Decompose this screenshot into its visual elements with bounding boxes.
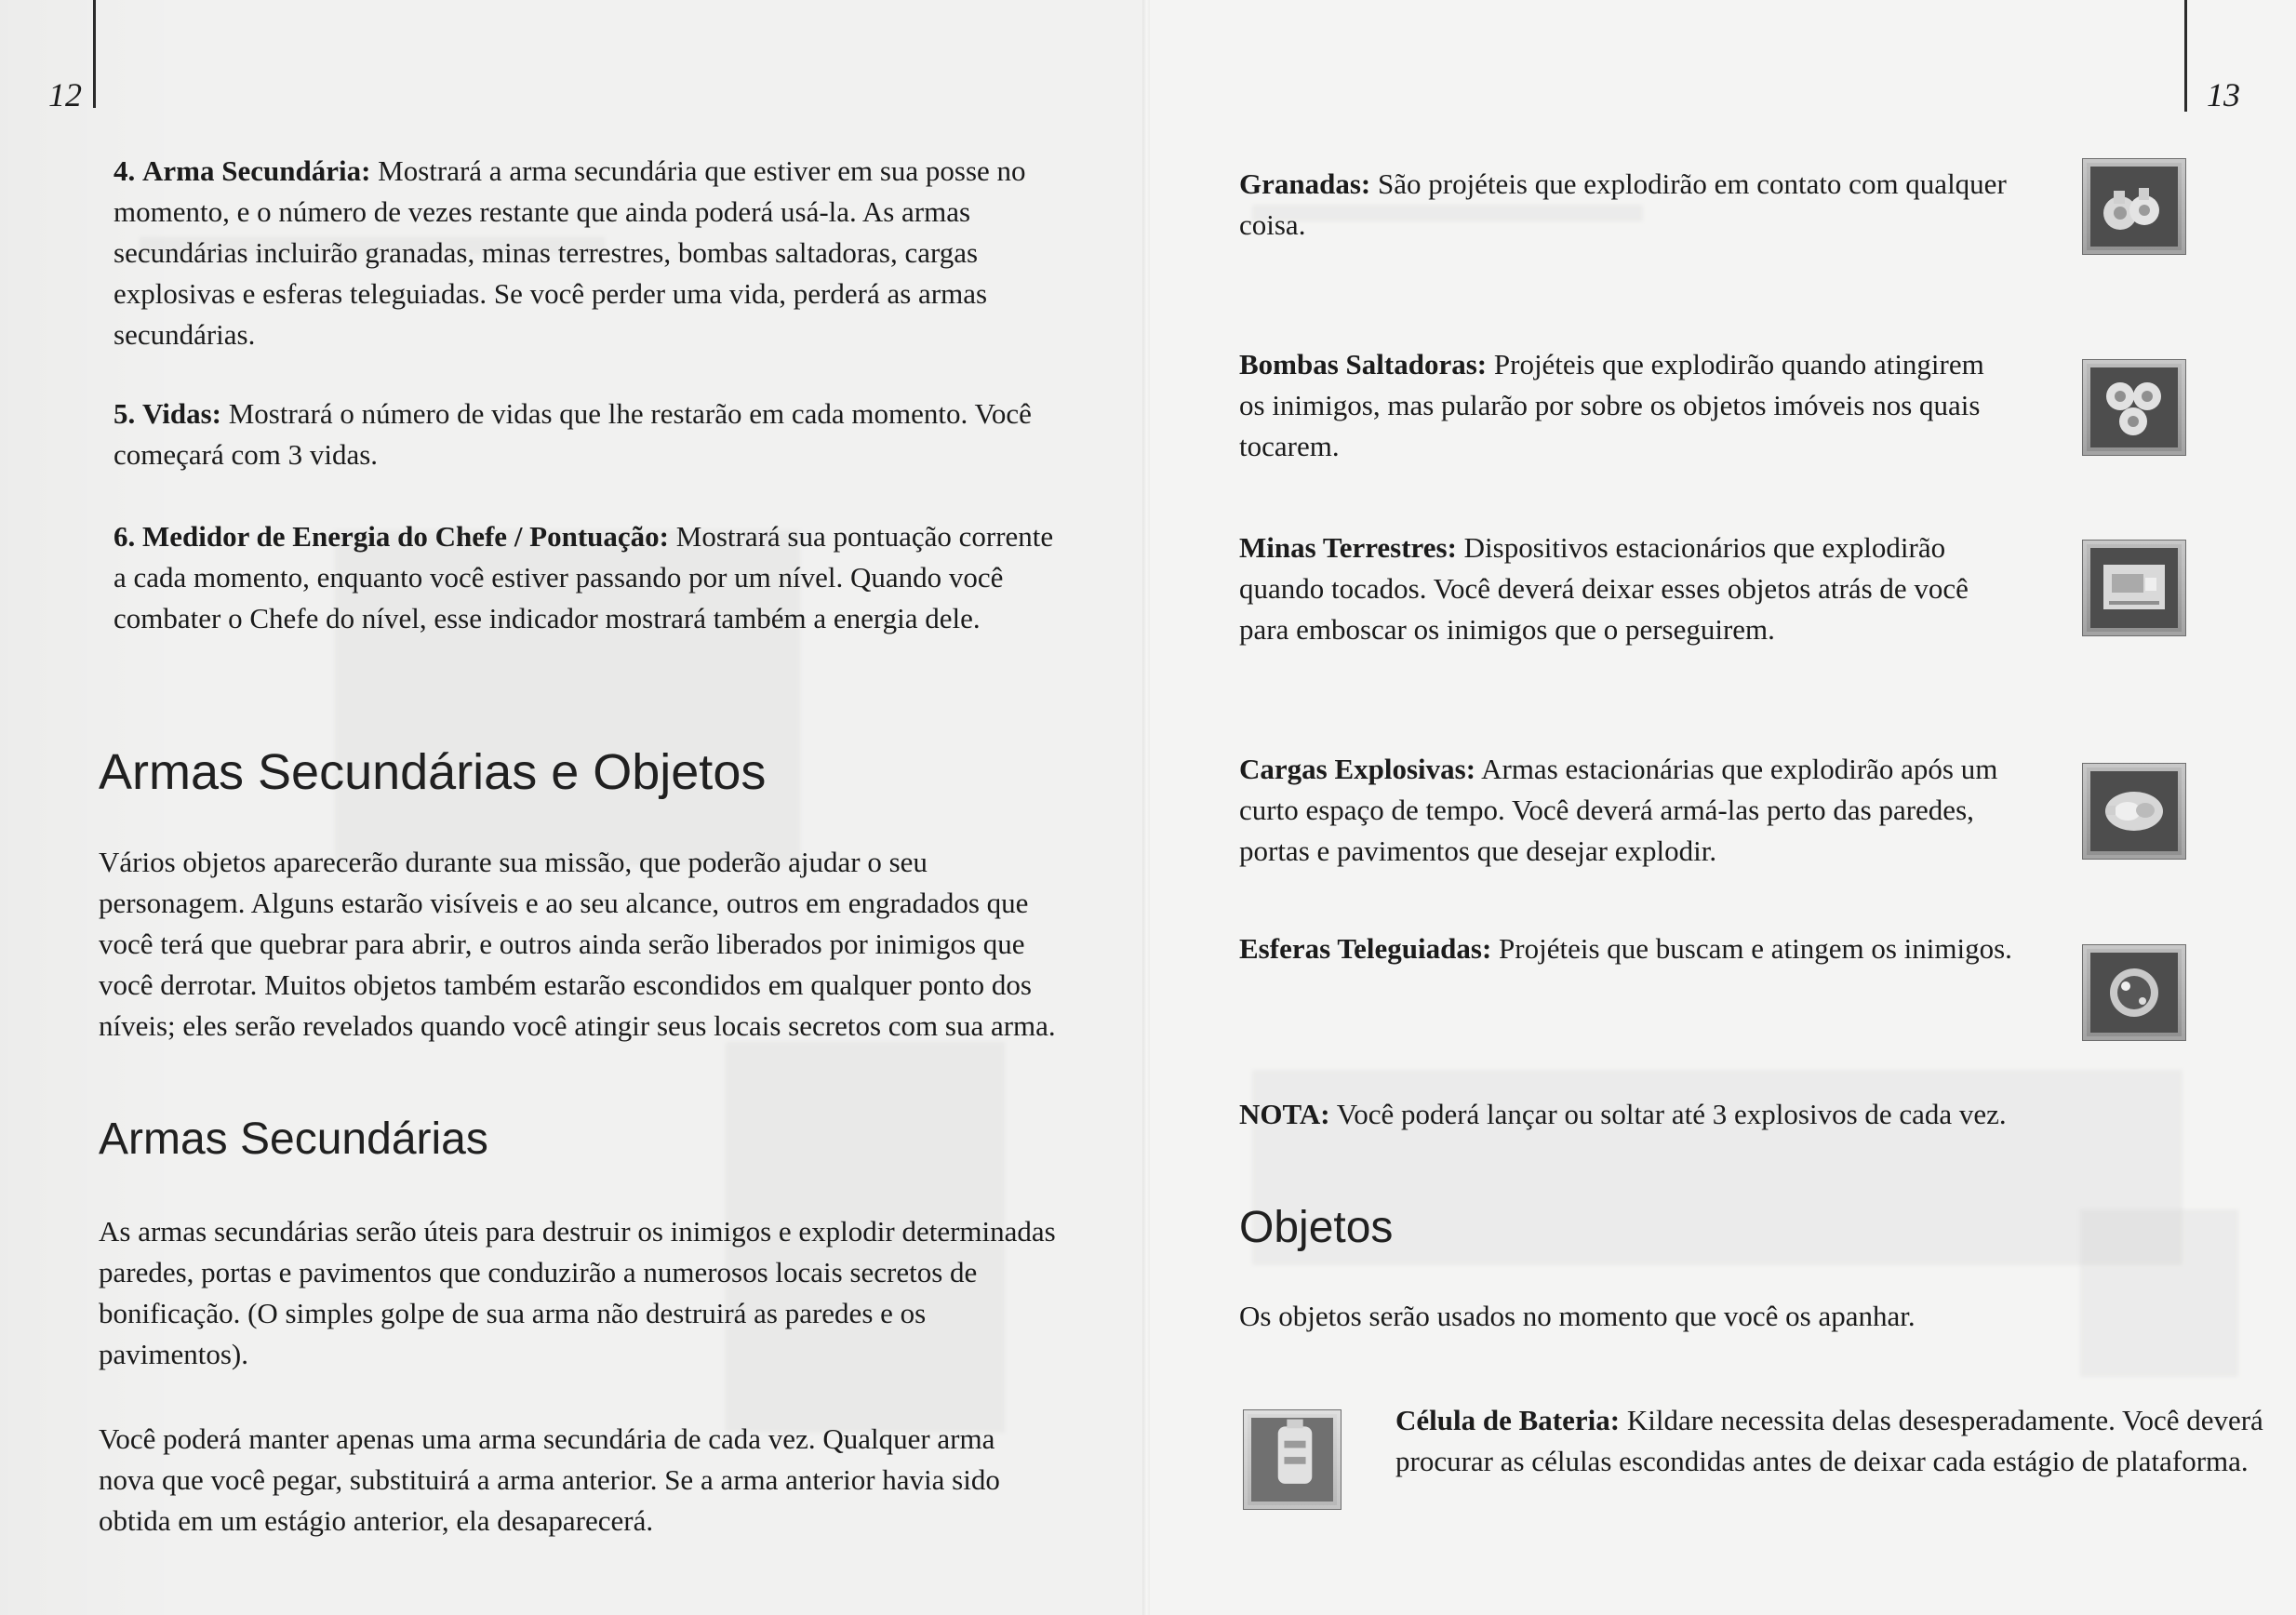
left-page	[0, 0, 1144, 1615]
weapon-text: Armas estacionárias que explodirão após um curto espaço de tempo. Você deverá armá-las perto das paredes, portas e pavimentos que desejar explodir.	[1239, 753, 1998, 867]
item-text: Mostrará o número de vidas que lhe restarão em cada momento. Você começará com 3 vidas.	[113, 397, 1032, 471]
objects-heading: Objetos	[1239, 1203, 1394, 1252]
weapon-title: Minas Terrestres:	[1239, 531, 1457, 564]
battery-cell-icon	[1243, 1409, 1342, 1510]
item-number: 4.	[113, 154, 136, 187]
section-paragraph: Vários objetos aparecerão durante sua missão, que poderão ajudar o seu personagem. Alguns estarão visíveis e ao seu alcance, outros em engradados que você terá que quebrar para abrir, e outros ainda serão liberados por inimigos que você derrotar. Muitos objetos também estarão escondidos em qualquer ponto dos níveis; eles serão revelados quando você atingir seus locais secretos com sua arma.	[99, 846, 1056, 1042]
weapon-homing-spheres	[1239, 928, 2017, 969]
explosive-charge-icon	[2083, 764, 2185, 859]
subheading: Armas Secundárias	[99, 1114, 488, 1164]
grenade-icon	[2082, 158, 2186, 255]
note-paragraph	[1239, 1094, 2274, 1135]
item-title: Arma Secundária:	[142, 154, 371, 187]
item-number: 6.	[113, 520, 136, 553]
show-through-icon	[2080, 1209, 2238, 1377]
trim-mark-right	[2184, 0, 2187, 112]
weapon-title: Esferas Teleguiadas:	[1239, 932, 1492, 965]
weapon-text: Dispositivos estacionários que explodirão quando tocados. Você deverá deixar esses objetos atrás de você para emboscar os inimigos que o perseguirem.	[1239, 531, 1969, 646]
item-secondary-weapon	[113, 151, 1057, 355]
homing-sphere-icon	[2083, 945, 2185, 1040]
weapon-text: Projéteis que buscam e atingem os inimigos.	[1499, 932, 2012, 965]
subsection-paragraph-2: Você poderá manter apenas uma arma secundária de cada vez. Qualquer arma nova que você pegar, substituirá a arma anterior. Se a arma anterior havia sido obtida em um estágio anterior, ela desaparecerá.	[99, 1422, 1000, 1537]
land-mine-icon	[2082, 540, 2186, 636]
weapon-land-mines	[1239, 527, 2017, 650]
item-boss-energy-score	[113, 516, 1057, 639]
explosive-charge-icon	[2082, 763, 2186, 860]
weapon-text: Projéteis que explodirão quando atingirem os inimigos, mas pularão por sobre os objetos imóveis nos quais tocarem.	[1239, 348, 1984, 462]
note-label: NOTA:	[1239, 1098, 1330, 1130]
battery-title: Célula de Bateria:	[1395, 1404, 1621, 1436]
land-mine-icon	[2083, 541, 2185, 635]
weapon-title: Bombas Saltadoras:	[1239, 348, 1488, 380]
grenade-icon	[2083, 159, 2185, 254]
section-heading: Armas Secundárias e Objetos	[99, 744, 767, 800]
objects-intro: Os objetos serão usados no momento que você os apanhar.	[1239, 1300, 1916, 1332]
item-number: 5.	[113, 397, 136, 430]
trim-mark-left	[93, 0, 96, 108]
weapon-text: São projéteis que explodirão em contato com qualquer coisa.	[1239, 167, 2007, 241]
homing-sphere-icon	[2082, 944, 2186, 1041]
subsection-paragraph-1: As armas secundárias serão úteis para destruir os inimigos e explodir determinadas paredes, portas e pavimentos que conduzirão a numerosos locais secretos de bonificação. (O simples golpe de sua arma não destruirá as paredes e os pavimentos).	[99, 1215, 1056, 1370]
page-number-right: 13	[2207, 76, 2240, 113]
item-title: Medidor de Energia do Chefe / Pontuação:	[142, 520, 670, 553]
weapon-bouncing-bombs	[1239, 344, 2017, 467]
battery-paragraph	[1395, 1400, 2274, 1482]
item-lives	[113, 394, 1057, 475]
battery-text: Kildare necessita delas desesperadamente. Você deverá procurar as células escondidas antes de deixar cada estágio de plataforma.	[1395, 1404, 2263, 1477]
right-page	[1150, 0, 2296, 1615]
weapon-title: Granadas:	[1239, 167, 1371, 200]
page-number-left: 12	[48, 76, 82, 113]
item-text: Mostrará sua pontuação corrente a cada momento, enquanto você estiver passando por um nível. Quando você combater o Chefe do nível, esse indicador mostrará também a energia dele.	[113, 520, 1054, 634]
bouncing-bomb-icon	[2083, 360, 2185, 455]
weapon-grenades	[1239, 164, 2017, 246]
weapon-explosive-charges	[1239, 749, 2017, 872]
item-title: Vidas:	[142, 397, 221, 430]
note-text: Você poderá lançar ou soltar até 3 explosivos de cada vez.	[1336, 1098, 2007, 1130]
bouncing-bomb-icon	[2082, 359, 2186, 456]
item-text: Mostrará a arma secundária que estiver em sua posse no momento, e o número de vezes restante que ainda poderá usá-la. As armas secundárias incluirão granadas, minas terrestres, bombas saltadoras, cargas explosivas e esferas teleguiadas. Se você perder uma vida, perderá as armas secundárias.	[113, 154, 1026, 351]
weapon-title: Cargas Explosivas:	[1239, 753, 1476, 785]
battery-cell-icon	[1244, 1410, 1346, 1505]
